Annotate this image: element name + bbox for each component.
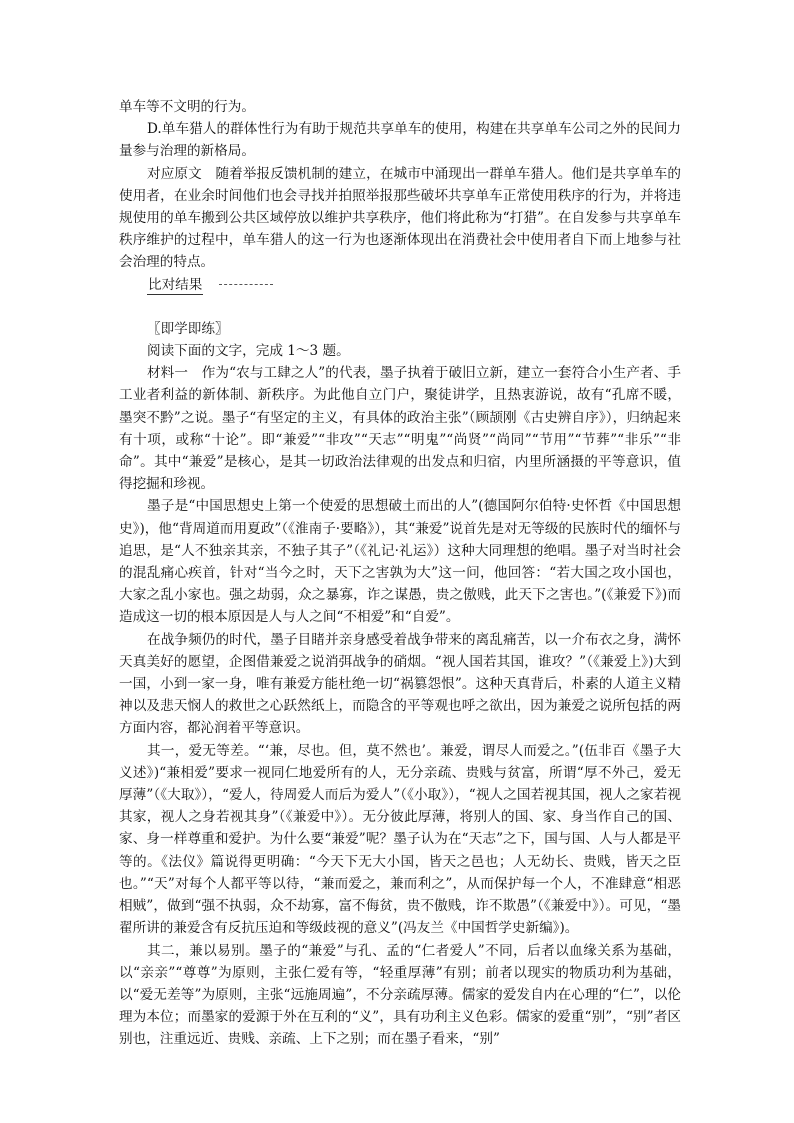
check-result-heading: 比对结果 [148,276,203,293]
material-one-body: 作为“农与工肆之人”的代表，墨子执着于破旧立新，建立一套符合小生产者、手工业者利益的新体制、新秩序。为此他自立门户，聚徒讲学，且热衷游说，故有“孔席不暖，墨突不黔”之说。墨子“有坚定的主义，有具体的政治主张”（顾颉刚《古史辨自序》），归纳起来有十项，或称“十论”。即“兼爱”“非攻”“天志”“明鬼”“尚贤”“尚同”“节用”“节葬”“非乐”“非命”。其中“兼爱”是核心，是其一切政治法律观的出发点和归宿，内里所涵摄的平等意识，值得挖掘和珍视。 [119,365,681,493]
instruction-line: 阅读下面的文字，完成 1～3 题。 [147,343,350,360]
dashed-divider [219,284,273,285]
practice-heading: 〖即学即练〗 [147,320,229,337]
source-text-label: 对应原文 [147,165,202,182]
material-one-label: 材料一 [147,365,189,382]
source-text-paragraph [119,163,681,274]
check-result-row [119,274,681,296]
paragraph-war: 在战争频仍的时代，墨子目睹并亲身感受着战争带来的离乱痛苦，以一介布衣之身，满怀天真美好的愿望，企图借兼爱之说消弭战争的硝烟。“视人国若其国，谁攻？”（《兼爱上》)大到一国，小到一家一身，唯有兼爱方能杜绝一切“祸篡怨恨”。这种天真背后，朴素的人道主义精神以及悲天悯人的救世之心跃然纸上，而隐含的平等观也呼之欲出，因为兼爱之说所包括的两方面内容，都沁润着平等意识。 [119,631,681,737]
paragraph-mozi-love: 墨子是“中国思想史上第一个使爱的思想破土而出的人”(德国阿尔伯特·史怀哲《中国思想史》)，他“背周道而用夏政”（《淮南子·要略》），其“兼爱”说首先是对无等级的民族时代的缅怀与追思，是“人不独亲其亲，不独子其子”（《礼记·礼运》）这种大同理想的绝唱。墨子对当时社会的混乱痛心疾首，针对“当今之时，天下之害孰为大”这一问，他回答：“若大国之攻小国也，大家之乱小家也。强之劫弱，众之暴寡，诈之谋愚，贵之傲贱，此天下之害也。”(《兼爱下》)而造成这一切的根本原因是人与人之间“不相爱”和“自爱”。 [119,498,681,626]
material-one-paragraph [119,362,681,495]
paragraph-second-point: 其二，兼以易别。墨子的“兼爱”与孔、孟的“仁者爱人”不同，后者以血缘关系为基础，以“亲亲”“尊尊”为原则，主张仁爱有等，“轻重厚薄”有别；前者以现实的物质功利为基础，以“爱无差等”为原则，主张“远施周遍”，不分亲疏厚薄。儒家的爱发自内在心理的“仁”，以伦理为本位；而墨家的爱源于外在互利的“义”，具有功利主义色彩。儒家的爱重“别”，“别”者区别也，注重远近、贵贱、亲疏、上下之别；而在墨子看来，“别” [119,942,681,1048]
paragraph-first-point: 其一，爱无等差。“‘兼，尽也。但，莫不然也’。兼爱，谓尽人而爱之。”(伍非百《墨子大义述》)“兼相爱”要求一视同仁地爱所有的人，无分亲疏、贵贱与贫富，所谓“厚不外己，爱无厚薄”（《大取》），“爱人，待周爱人而后为爱人”（《小取》），“视人之国若视其国，视人之家若视其家，视人之身若视其身”（《兼爱中》）。无分彼此厚薄，将别人的国、家、身当作自己的国、家、身一样尊重和爱护。为什么要“兼爱”呢？墨子认为在“天志”之下，国与国、人与人都是平等的。《法仪》篇说得更明确：“今天下无大小国，皆天之邑也；人无幼长、贵贱，皆天之臣也。”“天”对每个人都平等以待，“兼而爱之，兼而利之”，从而保护每一个人，不准肆意“相恶相贼”，做到“强不执弱，众不劫寡，富不侮贫，贵不傲贱，诈不欺愚”（《兼爱中》）。可见，“墨翟所讲的兼爱含有反抗压迫和等级歧视的意义”(冯友兰《中国哲学史新编》)。 [119,742,681,937]
document-page [119,96,681,1051]
paragraph-continuation: 单车等不文明的行为。 [119,99,255,115]
source-text-body: 随着举报反馈机制的建立，在城市中涌现出一群单车猎人。他们是共享单车的使用者，在业余时间他们也会寻找并拍照举报那些破坏共享单车正常使用秩序的行为，并将违规使用的单车搬到公共区域停放以维护共享秩序，他们将此称为“打猎”。在自发参与共享单车秩序维护的过程中，单车猎人的这一行为也逐渐体现出在消费社会中使用者自下而上地参与社会治理的特点。 [119,165,681,271]
option-d: D.单车猎人的群体性行为有助于规范共享单车的使用，构建在共享单车公司之外的民间力量参与治理的新格局。 [119,121,681,160]
